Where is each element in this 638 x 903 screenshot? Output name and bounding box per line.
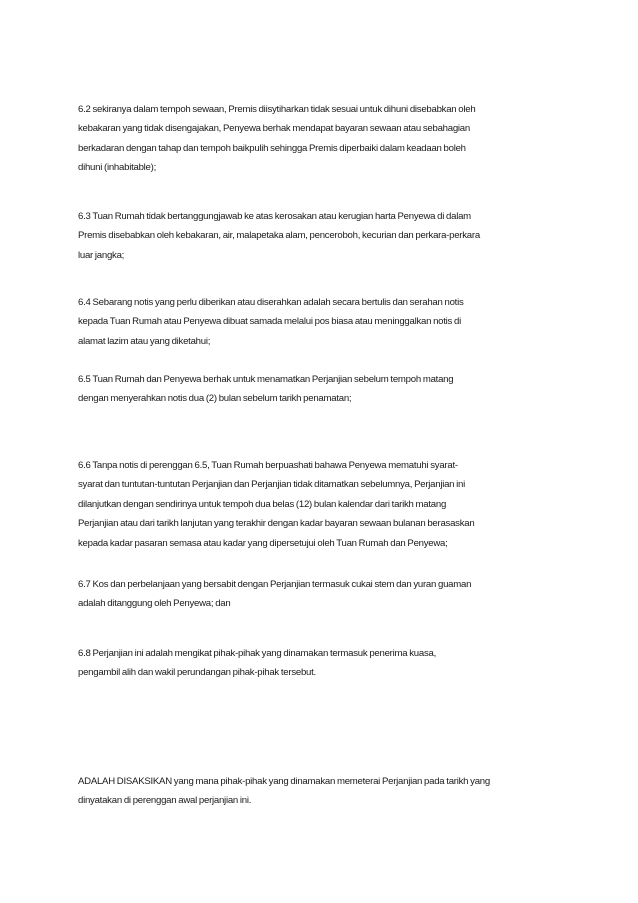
- text-line: luar jangka;: [78, 249, 125, 261]
- text-line: dihuni (inhabitable);: [78, 162, 156, 174]
- clause-6-6: [78, 456, 568, 553]
- clause-6-5: [78, 370, 568, 409]
- text-line: adalah ditanggung oleh Penyewa; dan: [78, 598, 231, 610]
- text-line: Perjanjian atau dari tarikh lanjutan yang terakhir dengan kadar bayaran sewaan bulanan berasaskan: [78, 518, 475, 530]
- text-line: 6.7 Kos dan perbelanjaan yang bersabit dengan Perjanjian termasuk cukai stem dan yuran guaman: [78, 579, 472, 590]
- text-line: dilanjutkan dengan sendirinya untuk tempoh dua belas (12) bulan kalendar dari tarikh matang: [78, 498, 447, 510]
- text-line: ADALAH DISAKSIKAN yang mana pihak-pihak yang dinamakan memeterai Perjanjian pada tarikh yang: [78, 776, 490, 787]
- text-line: 6.5 Tuan Rumah dan Penyewa berhak untuk menamatkan Perjanjian sebelum tempoh matang: [78, 374, 454, 385]
- text-line: 6.8 Perjanjian ini adalah mengikat pihak-pihak yang dinamakan termasuk penerima kuasa,: [78, 648, 437, 659]
- text-line: kepada kadar pasaran semasa atau kadar yang dipersetujui oleh Tuan Rumah dan Penyewa;: [78, 537, 448, 549]
- clause-6-3: [78, 207, 568, 265]
- clause-6-7: [78, 575, 568, 614]
- text-line: 6.6 Tanpa notis di perenggan 6.5, Tuan Rumah berpuashati bahawa Penyewa mematuhi syarat-: [78, 460, 458, 471]
- text-line: syarat dan tuntutan-tuntutan Perjanjian dan Perjanjian tidak ditamatkan sebelumnya, Perjanjian ini: [78, 479, 466, 491]
- text-line: Premis disebabkan oleh kebakaran, air, malapetaka alam, penceroboh, kecurian dan perkara-perkara: [78, 230, 480, 242]
- text-line: kebakaran yang tidak disengajakan, Penyewa berhak mendapat bayaran sewaan atau sebahagian: [78, 123, 470, 135]
- witness-clause: [78, 772, 568, 811]
- text-line: 6.3 Tuan Rumah tidak bertanggungjawab ke atas kerosakan atau kerugian harta Penyewa di dalam: [78, 211, 471, 222]
- text-line: dinyatakan di perenggan awal perjanjian ini.: [78, 795, 252, 807]
- clause-6-4: [78, 293, 568, 351]
- text-line: 6.2 sekiranya dalam tempoh sewaan, Premis diisytiharkan tidak sesuai untuk dihuni disebabkan oleh: [78, 104, 476, 115]
- text-line: alamat lazim atau yang diketahui;: [78, 335, 211, 347]
- text-line: 6.4 Sebarang notis yang perlu diberikan atau diserahkan adalah secara bertulis dan serahan notis: [78, 297, 464, 308]
- text-line: pengambil alih dan wakil perundangan pihak-pihak tersebut.: [78, 667, 316, 679]
- clause-6-8: [78, 644, 568, 683]
- text-line: kepada Tuan Rumah atau Penyewa dibuat samada melalui pos biasa atau meninggalkan notis di: [78, 316, 461, 328]
- clause-6-2: [78, 100, 568, 178]
- text-line: dengan menyerahkan notis dua (2) bulan sebelum tarikh penamatan;: [78, 393, 352, 405]
- text-line: berkadaran dengan tahap dan tempoh baikpulih sehingga Premis diperbaiki dalam keadaan boleh: [78, 142, 466, 154]
